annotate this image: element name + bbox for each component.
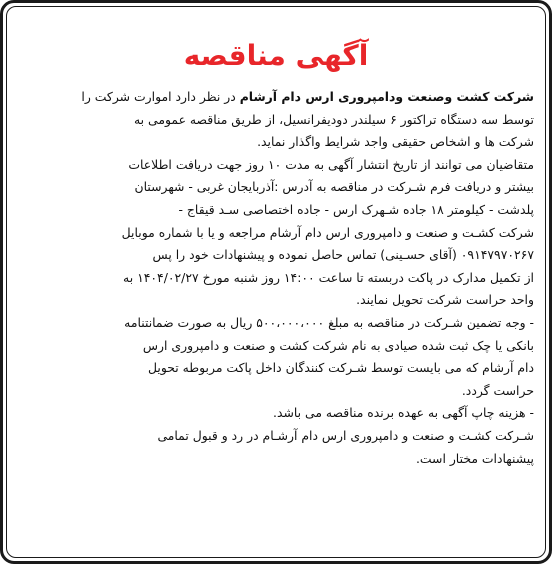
notice-title: آگهی مناقصه [183,39,369,72]
intro-line-2: توسط سه دستگاه تراکتور ۶ سیلندر دودیفرانسیل، از طریق مناقصه عمومی به [134,111,534,127]
applicants-line-7: واحد حراست شرکت تحویل نمایند. [356,292,534,308]
intro-line-3: شرکت ها و اشخاص حقیقی واجد شرایط واگذار نماید. [257,134,534,150]
applicants-line-4: شرکت کشـت و صنعت و دامپروری ارس دام آرشام مراجعه و یا با شماره موبایل [121,224,534,240]
applicants-line-3: پلدشت - کیلومتر ۱۸ جاده شـهرک ارس - جاده اختصاصی سـد قیقاج - [178,201,534,217]
guarantee-line-3: دام آرشام که می بایست توسط شـرکت کنندگان داخل پاکت مربوطه تحویل [148,360,534,376]
guarantee-line-4: حراست گردد. [461,382,534,398]
intro-line-1-rest: در نظر دارد اموارت شرکت را [81,89,240,104]
applicants-line-1: متقاضیان می توانند از تاریخ انتشار آگهی به مدت ۱۰ روز جهت دریافت اطلاعات [128,156,534,172]
applicants-line-6: از تکمیل مدارک در پاکت دربسته تا ساعت ۱۴:۰۰ روز شنبه مورخ ۱۴۰۴/۰۲/۲۷ به [123,269,534,285]
fee-line: - هزینه چاپ آگهی به عهده برنده مناقصه می باشد. [273,405,534,421]
guarantee-line-1: - وجه تضمین شـرکت در مناقصه به مبلغ ۵۰۰،۰۰۰،۰۰۰ ریال به صورت ضمانتنامه [124,314,534,330]
rights-line-1: شـرکت کشـت و صنعت و دامپروری ارس دام آرشـام در رد و قبول تمامی [157,427,534,443]
rights-line-2: پیشنهادات مختار است. [415,450,534,466]
company-name: شرکت کشت وصنعت ودامپروری ارس دام آرشام [239,89,534,104]
notice-body [18,86,534,470]
applicants-line-5: ۰۹۱۴۷۹۷۰۲۶۷ (آقای حسـینی) تماس حاصل نموده و پیشنهادات خود را پس [152,247,534,263]
guarantee-line-2: بانکی یا چک ثبت شده صیادی به نام شرکت کشت و صنعت و دامپروری ارس [142,337,534,353]
applicants-line-2: بیشتر و دریافت فرم شـرکت در مناقصه به آدرس :آذربایجان غربی - شهرستان [134,179,534,195]
intro-line-1 [18,86,534,109]
